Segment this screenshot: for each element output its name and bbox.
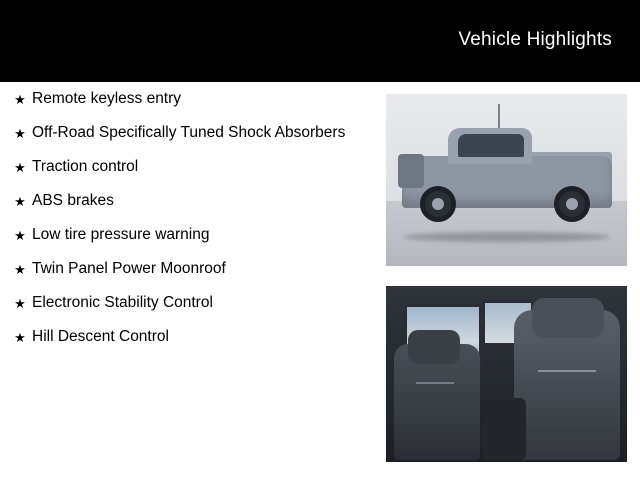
header-bar bbox=[0, 0, 640, 82]
truck-grille bbox=[398, 154, 424, 188]
list-item bbox=[0, 326, 372, 349]
feature-label: ABS brakes bbox=[32, 192, 114, 209]
seat-stitching bbox=[416, 382, 454, 384]
center-console bbox=[482, 398, 526, 460]
list-item bbox=[0, 258, 372, 281]
feature-label: Twin Panel Power Moonroof bbox=[32, 260, 226, 277]
star-bullet-icon: ★ bbox=[14, 160, 26, 175]
feature-label: Traction control bbox=[32, 158, 139, 175]
left-headrest bbox=[408, 330, 460, 364]
list-item bbox=[0, 224, 372, 247]
right-headrest bbox=[532, 298, 604, 338]
feature-label: Low tire pressure warning bbox=[32, 226, 210, 243]
list-item bbox=[0, 190, 372, 213]
feature-list bbox=[0, 88, 372, 360]
vehicle-exterior-photo bbox=[386, 94, 627, 266]
list-item bbox=[0, 156, 372, 179]
star-bullet-icon: ★ bbox=[14, 194, 26, 209]
star-bullet-icon: ★ bbox=[14, 330, 26, 345]
vehicle-interior-photo bbox=[386, 286, 627, 462]
star-bullet-icon: ★ bbox=[14, 126, 26, 141]
star-bullet-icon: ★ bbox=[14, 92, 26, 107]
star-bullet-icon: ★ bbox=[14, 228, 26, 243]
list-item bbox=[0, 292, 372, 315]
feature-label: Off-Road Specifically Tuned Shock Absorbers bbox=[32, 124, 346, 141]
antenna bbox=[498, 104, 500, 130]
star-bullet-icon: ★ bbox=[14, 262, 26, 277]
feature-label: Remote keyless entry bbox=[32, 90, 182, 107]
page-title: Vehicle Highlights bbox=[458, 29, 612, 50]
list-item bbox=[0, 88, 372, 111]
seat-stitching bbox=[538, 370, 596, 372]
list-item bbox=[0, 122, 372, 145]
feature-label: Hill Descent Control bbox=[32, 328, 169, 345]
star-bullet-icon: ★ bbox=[14, 296, 26, 311]
vehicle-shadow bbox=[404, 232, 610, 242]
truck-window bbox=[458, 134, 524, 157]
front-wheel bbox=[420, 186, 456, 222]
feature-label: Electronic Stability Control bbox=[32, 294, 213, 311]
rear-wheel bbox=[554, 186, 590, 222]
